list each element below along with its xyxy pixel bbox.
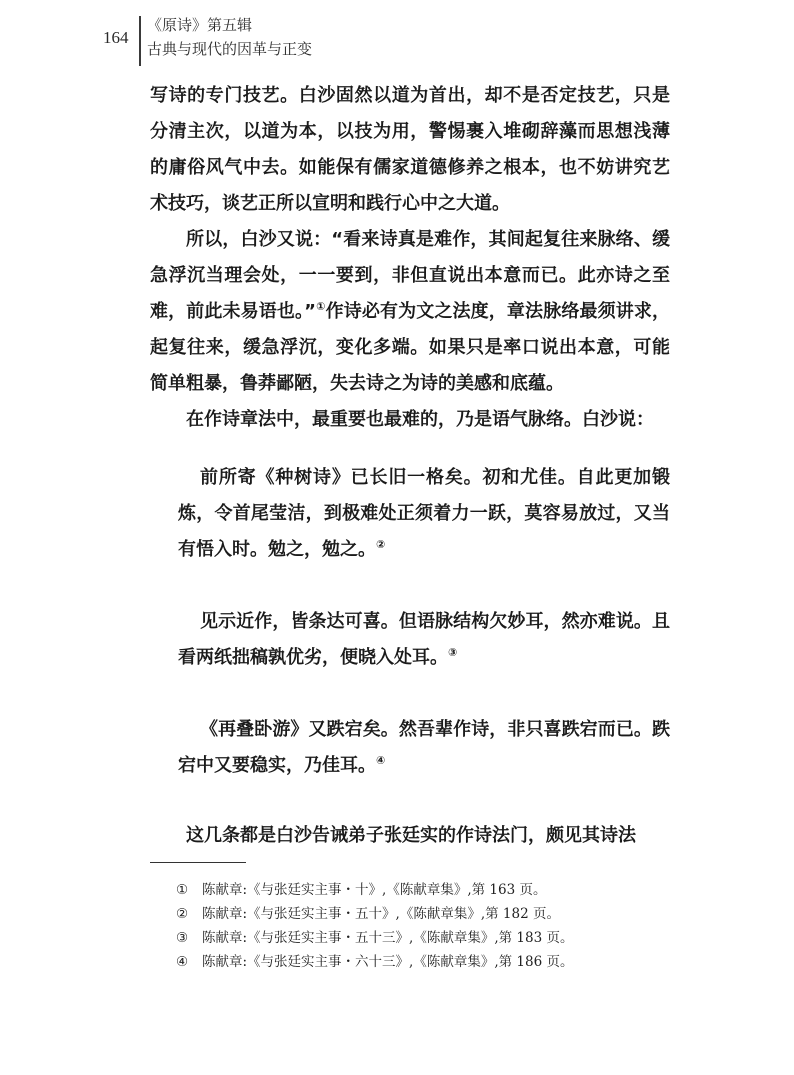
paragraph-1: 写诗的专门技艺。白沙固然以道为首出，却不是否定技艺，只是分清主次，以道为本，以技为用，警惕裹入堆砌辞藻而思想浅薄的庸俗风气中去。如能保有儒家道德修养之根本，也不妨讲究艺术技巧，谈艺正所以宣明和践行心中之大道。 [150,85,670,214]
footnote-2 [176,902,676,926]
footnote-ref-4[interactable]: ④ [376,754,386,767]
paragraph-3: 在作诗章法中，最重要也最难的，乃是语气脉络。白沙说： [186,409,654,430]
footnote-ref-3[interactable]: ③ [448,646,458,659]
footnote-ref-1[interactable]: ① [316,300,326,313]
footnote-number: ① [176,882,189,898]
footnote-3 [176,926,676,950]
footnote-text: 陈献章:《与张廷实主事・五十》,《陈献章集》,第 182 页。 [202,906,560,922]
body-text [150,78,670,854]
block-quote-2-text: 见示近作，皆条达可喜。但语脉结构欠妙耳，然亦难说。且看两纸拙稿孰优劣，便晓入处耳。 [178,611,670,668]
footnote-ref-2[interactable]: ② [376,538,386,551]
footnote-divider [150,862,246,863]
issue-title: 古典与现代的因革与正变 [147,40,313,58]
paragraph-2 [150,222,670,402]
footnote-number: ④ [176,954,189,970]
footnote-number: ② [176,906,189,922]
footnote-text: 陈献章:《与张廷实主事・十》,《陈献章集》,第 163 页。 [202,882,547,898]
paragraph-2-rest: 作诗必有为文之法度，章法脉络最须讲求，起复往来，缓急浮沉，变化多端。如果只是率口说出本意，可能简单粗暴，鲁莽鄙陋，失去诗之为诗的美感和底蕴。 [150,301,670,394]
paragraph-2-quote: 所以，白沙又说：“看来诗真是难作，其间起复往来脉络、缓急浮沉当理会处，一一要到，非但直说出本意而已。此亦诗之至难，前此未易语也。” [150,229,670,322]
footnote-number: ③ [176,930,189,946]
block-quote-1 [150,460,670,568]
page-number: 164 [103,28,129,47]
block-quote-3-text: 《再叠卧游》又跌宕矣。然吾辈作诗，非只喜跌宕而已。跌宕中又要稳实，乃佳耳。 [178,719,670,776]
paragraph-4: 这几条都是白沙告诫弟子张廷实的作诗法门，颇见其诗法 [186,825,636,846]
block-quote-3 [150,712,670,784]
footnote-text: 陈献章:《与张廷实主事・六十三》,《陈献章集》,第 186 页。 [202,954,574,970]
block-quote-2 [150,604,670,676]
header-divider [139,16,141,66]
footnote-4 [176,950,676,974]
footnote-1 [176,878,676,902]
block-quote-1-text: 前所寄《种树诗》已长旧一格矣。初和尤佳。自此更加锻炼，令首尾莹洁，到极难处正须着力一跃，莫容易放过，又当有悟入时。勉之，勉之。 [178,467,670,560]
journal-title: 《原诗》第五辑 [147,16,253,34]
footnote-text: 陈献章:《与张廷实主事・五十三》,《陈献章集》,第 183 页。 [202,930,574,946]
footnotes [176,878,676,974]
